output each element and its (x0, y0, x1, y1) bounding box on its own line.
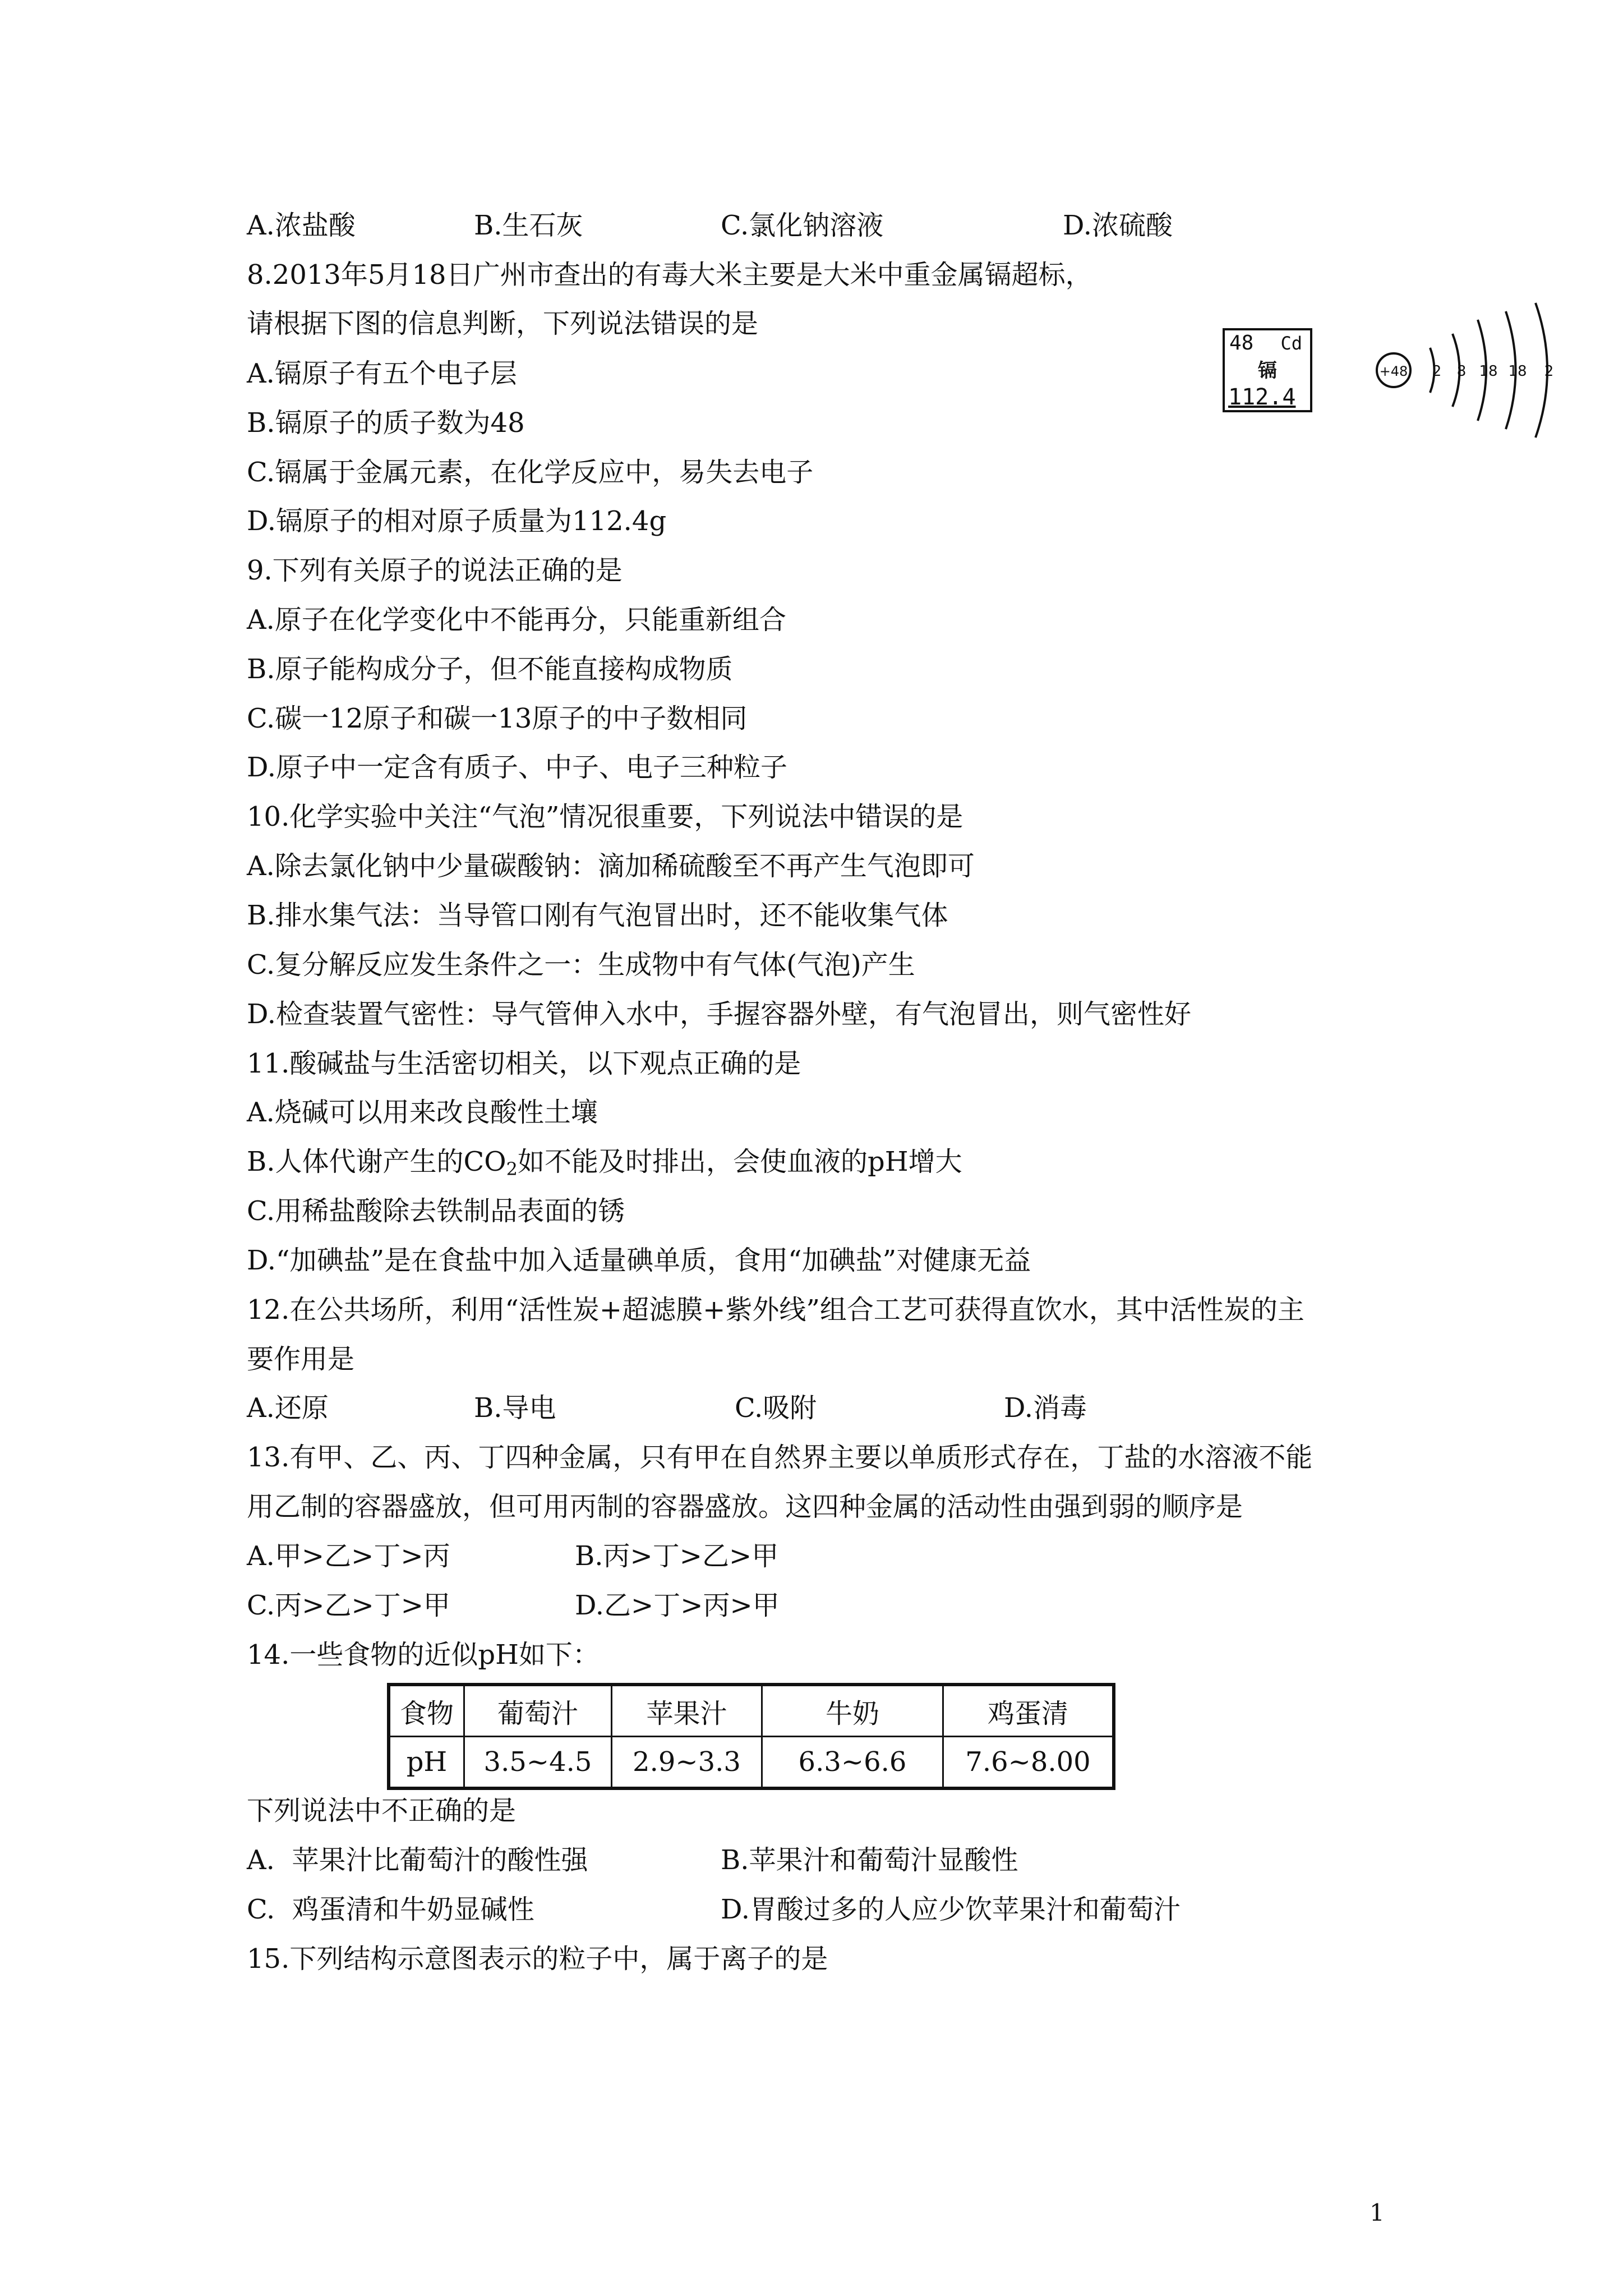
q10-stem: 10.化学实验中关注“气泡”情况很重要，下列说法中错误的是 (247, 801, 963, 832)
q12-option-d: D.消毒 (1004, 1392, 1087, 1424)
q12-option-a: A.还原 (247, 1392, 329, 1424)
q8-option-a: A.镉原子有五个电子层 (247, 358, 517, 389)
q13-option-c: C.丙>乙>丁>甲 (247, 1590, 450, 1621)
q10-option-a: A.除去氯化钠中少量碳酸钠：滴加稀硫酸至不再产生气泡即可 (247, 850, 975, 882)
shell-5-count: 2 (1544, 363, 1554, 380)
q7-option-c: C.氯化钠溶液 (721, 210, 884, 241)
table-row (389, 1737, 1114, 1789)
q9-option-b: B.原子能构成分子，但不能直接构成物质 (247, 654, 733, 685)
q10-option-c: C.复分解反应发生条件之一：生成物中有气体(气泡)产生 (247, 949, 915, 981)
q11-option-d: D.“加碘盐”是在食盐中加入适量碘单质，食用“加碘盐”对健康无益 (247, 1245, 1031, 1276)
nucleus-charge: +48 (1379, 364, 1408, 379)
q14-option-c: C. 鸡蛋清和牛奶显碱性 (247, 1894, 534, 1925)
table-row (389, 1685, 1114, 1737)
q13-stem: 13.有甲、乙、丙、丁四种金属，只有甲在自然界主要以单质形式存在，丁盐的水溶液不能 (247, 1442, 1313, 1473)
q10-option-d: D.检查装置气密性：导气管伸入水中，手握容器外壁，有气泡冒出，则气密性好 (247, 999, 1192, 1030)
shell-4-count: 18 (1508, 363, 1527, 380)
table-cell: pH (389, 1737, 464, 1789)
shell-1-count: 2 (1432, 363, 1442, 380)
page-number: 1 (1370, 2199, 1385, 2226)
q11-option-b (247, 1144, 962, 1187)
atomic-number: 48 (1229, 332, 1254, 355)
atomic-structure-diagram (1368, 297, 1559, 443)
table-cell: 6.3~6.6 (762, 1737, 943, 1789)
q12-stem: 12.在公共场所，利用“活性炭+超滤膜+紫外线”组合工艺可获得直饮水，其中活性炭的主 (247, 1294, 1304, 1326)
q7-option-d: D.浓硫酸 (1063, 210, 1173, 241)
ph-table (387, 1683, 1115, 1790)
q10-option-b: B.排水集气法：当导管口刚有气泡冒出时，还不能收集气体 (247, 900, 948, 931)
q12-stem-cont: 要作用是 (247, 1343, 355, 1375)
q13-option-d: D.乙>丁>丙>甲 (575, 1590, 780, 1621)
q14-question: 下列说法中不正确的是 (247, 1795, 517, 1826)
q14-option-d: D.胃酸过多的人应少饮苹果汁和葡萄汁 (721, 1894, 1181, 1925)
q9-option-a: A.原子在化学变化中不能再分，只能重新组合 (247, 604, 786, 636)
q9-option-c: C.碳一12原子和碳一13原子的中子数相同 (247, 703, 748, 734)
table-header-cell: 苹果汁 (612, 1685, 762, 1737)
table-cell: 3.5~4.5 (464, 1737, 612, 1789)
q11-stem: 11.酸碱盐与生活密切相关，以下观点正确的是 (247, 1048, 801, 1079)
q11-option-b-text-cont: 如不能及时排出，会使血液的pH增大 (517, 1146, 962, 1177)
element-symbol: Cd (1280, 333, 1302, 354)
q13-option-a: A.甲>乙>丁>丙 (247, 1540, 450, 1572)
table-cell: 7.6~8.00 (943, 1737, 1114, 1789)
q14-option-a: A. 苹果汁比葡萄汁的酸性强 (247, 1844, 588, 1876)
q14-stem: 14.一些食物的近似pH如下： (247, 1639, 600, 1671)
q14-option-b: B.苹果汁和葡萄汁显酸性 (721, 1844, 1018, 1876)
co2-subscript: 2 (506, 1158, 518, 1180)
q8-option-d: D.镉原子的相对原子质量为112.4g (247, 505, 667, 537)
q8-stem: 8.2013年5月18日广州市查出的有毒大米主要是大米中重金属镉超标， (247, 259, 1092, 291)
q12-option-b: B.导电 (474, 1392, 556, 1424)
q7-option-a: A.浓盐酸 (247, 210, 356, 241)
q11-option-c: C.用稀盐酸除去铁制品表面的锈 (247, 1195, 625, 1227)
q8-option-c: C.镉属于金属元素，在化学反应中，易失去电子 (247, 457, 814, 488)
q9-stem: 9.下列有关原子的说法正确的是 (247, 555, 623, 586)
q12-option-c: C.吸附 (735, 1392, 817, 1424)
q9-option-d: D.原子中一定含有质子、中子、电子三种粒子 (247, 752, 788, 783)
shell-3-count: 18 (1479, 363, 1498, 380)
q11-option-a: A.烧碱可以用来改良酸性土壤 (247, 1097, 598, 1128)
atomic-mass: 112.4 (1228, 384, 1296, 410)
q8-option-b: B.镉原子的质子数为48 (247, 407, 525, 439)
table-header-cell: 食物 (389, 1685, 464, 1737)
q15-stem: 15.下列结构示意图表示的粒子中，属于离子的是 (247, 1943, 828, 1975)
q11-option-b-text: B.人体代谢产生的CO (247, 1146, 506, 1177)
shell-2-count: 8 (1456, 363, 1467, 380)
q8-stem-cont: 请根据下图的信息判断，下列说法错误的是 (247, 308, 759, 339)
q13-option-b: B.丙>丁>乙>甲 (575, 1540, 779, 1572)
element-name: 镉 (1258, 360, 1277, 382)
periodic-table-cell (1223, 328, 1312, 412)
table-cell: 2.9~3.3 (612, 1737, 762, 1789)
table-header-cell: 鸡蛋清 (943, 1685, 1114, 1737)
table-header-cell: 牛奶 (762, 1685, 943, 1737)
q7-option-b: B.生石灰 (474, 210, 583, 241)
q13-stem-cont: 用乙制的容器盛放，但可用丙制的容器盛放。这四种金属的活动性由强到弱的顺序是 (247, 1491, 1243, 1522)
table-header-cell: 葡萄汁 (464, 1685, 612, 1737)
